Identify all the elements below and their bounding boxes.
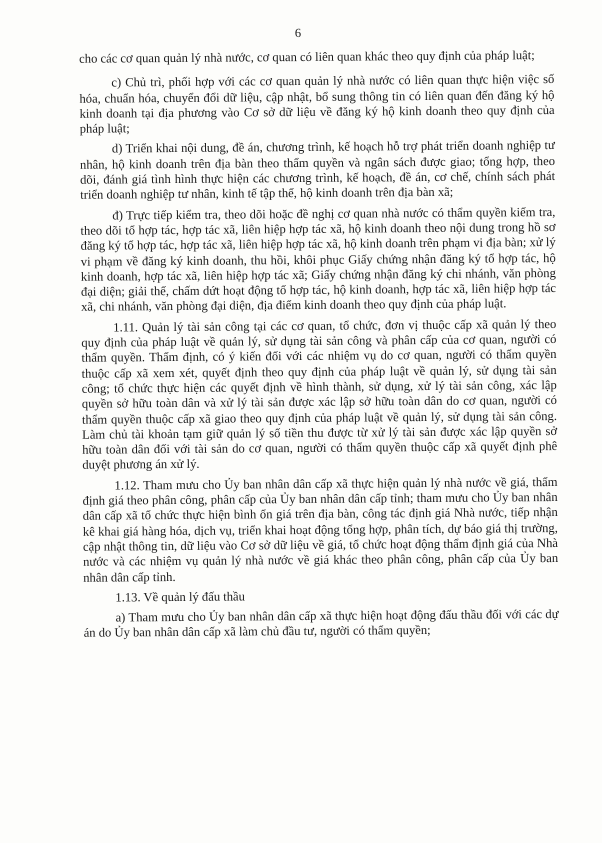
paragraph-c: c) Chủ trì, phối hợp với các cơ quan quản lý nhà nước có liên quan thực hiện việc số hóa, chuẩn hóa, chuyển đổi dữ liệu, cập nhật, bổ sung thông tin có liên quan đến đăng ký hộ kinh doanh tại địa phương vào Cơ sở dữ liệu về đăng ký hộ kinh doanh theo quy định của pháp luật; xyxy=(79,72,555,136)
paragraph-d: d) Triển khai nội dung, đề án, chương trình, kế hoạch hỗ trợ phát triển doanh nghiệp tư nhân, hộ kinh doanh trên địa bàn theo thẩm quyền và ngân sách được giao; tổng hợp, theo dõi, đánh giá tình hình thực hiện các chương trình, kế hoạch, đề án, cơ chế, chính sách phát triển doanh nghiệp tư nhân, kinh tế tập thể, hộ kinh doanh trên địa bàn xã; xyxy=(79,138,556,203)
page-number: 6 xyxy=(294,25,302,41)
paragraph-1-12: 1.12. Tham mưu cho Ủy ban nhân dân cấp xã thực hiện quản lý nhà nước về giá, thẩm định giá theo phân công, phân cấp của Ủy ban nhân dân cấp tỉnh; tham mưu cho Ủy ban nhân dân cấp xã tổ chức thực hiện bình ổn giá trên địa bàn, công tác định giá Nhà nước, tiếp nhận kê khai giá hàng hóa, dịch vụ, triển khai hoạt động tổng hợp, phân tích, dự báo giá thị trường, cập nhật thông tin, dữ liệu vào Cơ sở dữ liệu về giá, tổ chức hoạt động thẩm định giá của Nhà nước và các nhiệm vụ quản lý nhà nước về giá khác theo phân công, phân cấp của Ủy ban nhân dân cấp tỉnh. xyxy=(82,474,559,585)
paragraph-1-11: 1.11. Quản lý tài sản công tại các cơ quan, tổ chức, đơn vị thuộc cấp xã quản lý theo quy định của pháp luật về quản lý, sử dụng tài sản công và phân cấp của cơ quan, người có thẩm quyền. Thẩm định, có ý kiến đối với các nhiệm vụ do cơ quan, người có thẩm quyền thuộc cấp xã xem xét, quyết định theo quy định của pháp luật về quản lý, sử dụng tài sản công; tổ chức thực hiện các quyết định về hình thành, sử dụng, xử lý tài sản công, xác lập quyền sở hữu toàn dân và xử lý tài sản được xác lập sở hữu toàn dân do cơ quan, người có thẩm quyền thuộc cấp xã giao theo quy định của pháp luật về quản lý, sử dụng tài sản công. Làm chủ tài khoản tạm giữ quản lý số tiền thu được từ xử lý tài sản được xác lập quyền sở hữu toàn dân đối với tài sản do cơ quan, người có thẩm quyền thuộc cấp xã quyết định phê duyệt phương án xử lý. xyxy=(81,316,558,473)
paragraph-continuation: cho các cơ quan quản lý nhà nước, cơ quan có liên quan khác theo quy định của pháp luật; xyxy=(79,48,535,66)
heading-1-13: 1.13. Về quản lý đấu thầu xyxy=(115,589,245,605)
paragraph-dd: đ) Trực tiếp kiểm tra, theo dõi hoặc đề nghị cơ quan nhà nước có thẩm quyền kiểm tra, theo dõi tổ hợp tác, hợp tác xã, liên hiệp hợp tác xã, hộ kinh doanh theo nội dung trong hồ sơ đăng ký tổ hợp tác, hợp tác xã, liên hiệp hợp tác xã, hộ kinh doanh trên phạm vi địa bàn; xử lý vi phạm về đăng ký kinh doanh, thu hồi, khôi phục Giấy chứng nhận đăng ký tổ hợp tác, hộ kinh doanh, hợp tác xã, liên hiệp hợp tác xã; Giấy chứng nhận đăng ký chi nhánh, văn phòng đại diện; giải thể, chấm dứt hoạt động tổ hợp tác, hộ kinh doanh, hợp tác xã, liên hiệp hợp tác xã, chi nhánh, văn phòng đại diện, địa điểm kinh doanh theo quy định của pháp luật. xyxy=(80,204,557,315)
paragraph-1-13-a: a) Tham mưu cho Ủy ban nhân dân cấp xã thực hiện hoạt động đấu thầu đối với các dự án do Ủy ban nhân dân cấp xã làm chủ đầu tư, người có thẩm quyền; xyxy=(83,607,559,641)
document-body xyxy=(79,48,559,646)
